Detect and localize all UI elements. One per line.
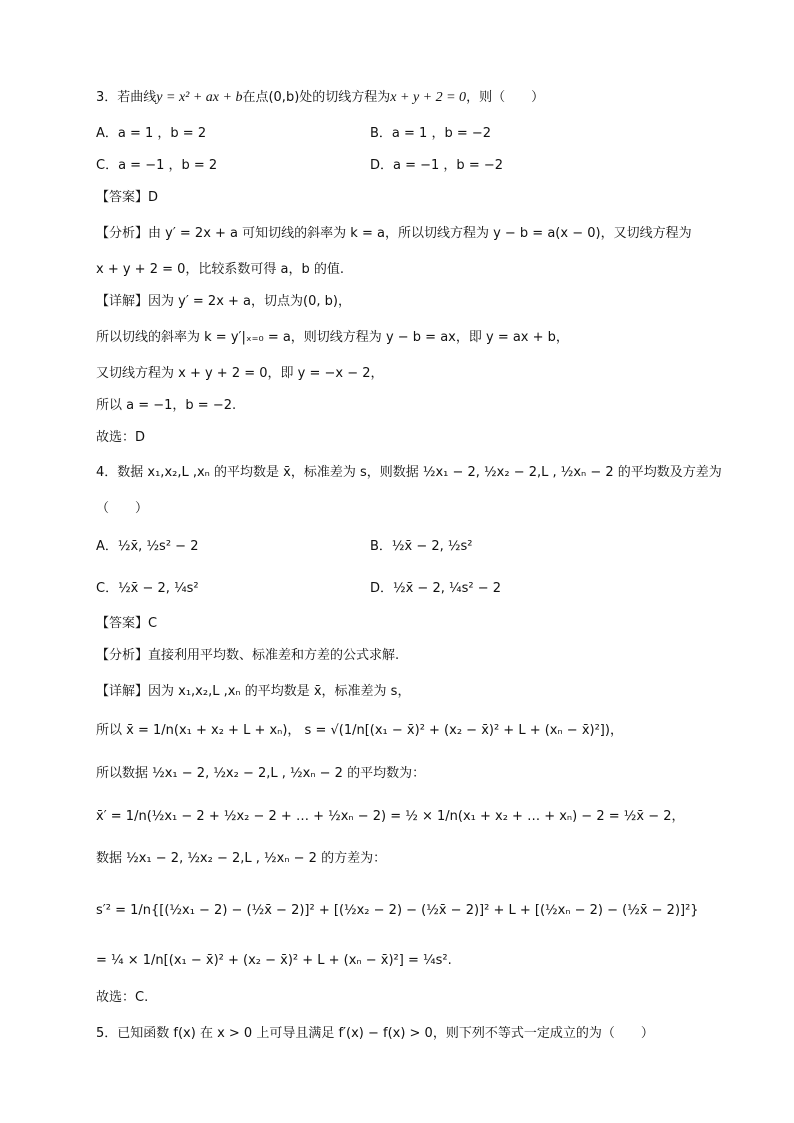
q5-stem: 5．已知函数 f(x) 在 x > 0 上可导且满足 f′(x) − f(x) > 0，则下列不等式一定成立的为（ ）: [96, 1026, 654, 1041]
q4-stem-paren: （ ）: [96, 501, 149, 516]
q3-option-b: B．a = 1 ，b = −2: [370, 126, 492, 141]
q4-detail-line-3: 所以数据 ½x₁ − 2, ½x₂ − 2,L , ½xₙ − 2 的平均数为：: [96, 766, 426, 781]
q3-option-d: D．a = −1 ，b = −2: [370, 158, 504, 173]
q4-option-b: B．½x̄ − 2, ½s²: [370, 539, 473, 554]
q4-option-d: D．½x̄ − 2, ¼s² − 2: [370, 581, 502, 596]
q3-option-c: C．a = −1 ，b = 2: [96, 158, 218, 173]
q3-answer: 【答案】D: [96, 190, 159, 205]
q4-analysis: 【分析】直接利用平均数、标准差和方差的公式求解.: [96, 648, 400, 663]
q3-detail-line-1: 【详解】因为 y′ = 2x + a，切点为(0, b)，: [96, 294, 351, 309]
q3-choice: 故选：D: [96, 430, 146, 445]
q3-detail-line-4: 所以 a = −1，b = −2.: [96, 398, 237, 413]
q3-stem: 3．若曲线y = x² + ax + b在点(0,b)处的切线方程为x + y + 2 = 0，则（ ）: [96, 90, 545, 105]
q4-option-a: A．½x̄, ½s² − 2: [96, 539, 199, 554]
q4-detail-line-7: = ¼ × 1/n[(x₁ − x̄)² + (x₂ − x̄)² + L + (xₙ − x̄)²] = ¼s².: [96, 953, 452, 968]
q4-detail-line-1: 【详解】因为 x₁,x₂,L ,xₙ 的平均数是 x̄，标准差为 s，: [96, 684, 411, 699]
q4-answer: 【答案】C: [96, 616, 158, 631]
q3-option-a: A．a = 1 ，b = 2: [96, 126, 207, 141]
q4-option-c: C．½x̄ − 2, ¼s²: [96, 581, 199, 596]
q4-choice: 故选：C.: [96, 990, 149, 1005]
q3-analysis-line-2: x + y + 2 = 0，比较系数可得 a，b 的值.: [96, 262, 345, 277]
q4-detail-line-2: 所以 x̄ = 1/n(x₁ + x₂ + L + xₙ)， s = √(1/n[(x₁ − x̄)² + (x₂ − x̄)² + L + (xₙ − x̄)²])，: [96, 723, 623, 738]
q4-stem: 4．数据 x₁,x₂,L ,xₙ 的平均数是 x̄，标准差为 s，则数据 ½x₁ − 2, ½x₂ − 2,L , ½xₙ − 2 的平均数及方差为: [96, 465, 722, 480]
q4-detail-line-4: x̄′ = 1/n(½x₁ − 2 + ½x₂ − 2 + … + ½xₙ − 2) = ½ × 1/n(x₁ + x₂ + … + xₙ) − 2 = ½x̄ − 2，: [96, 809, 685, 824]
q4-detail-line-5: 数据 ½x₁ − 2, ½x₂ − 2,L , ½xₙ − 2 的方差为：: [96, 851, 387, 866]
q4-detail-line-6: s′² = 1/n{[(½x₁ − 2) − (½x̄ − 2)]² + [(½x₂ − 2) − (½x̄ − 2)]² + L + [(½xₙ − 2) − (½x̄ − 2)]²}: [96, 903, 699, 918]
q3-analysis-line-1: 【分析】由 y′ = 2x + a 可知切线的斜率为 k = a，所以切线方程为 y − b = a(x − 0)，又切线方程为: [96, 226, 692, 241]
q3-detail-line-2: 所以切线的斜率为 k = y′|ₓ₌₀ = a，则切线方程为 y − b = ax，即 y = ax + b，: [96, 330, 569, 345]
q3-detail-line-3: 又切线方程为 x + y + 2 = 0，即 y = −x − 2，: [96, 366, 384, 381]
